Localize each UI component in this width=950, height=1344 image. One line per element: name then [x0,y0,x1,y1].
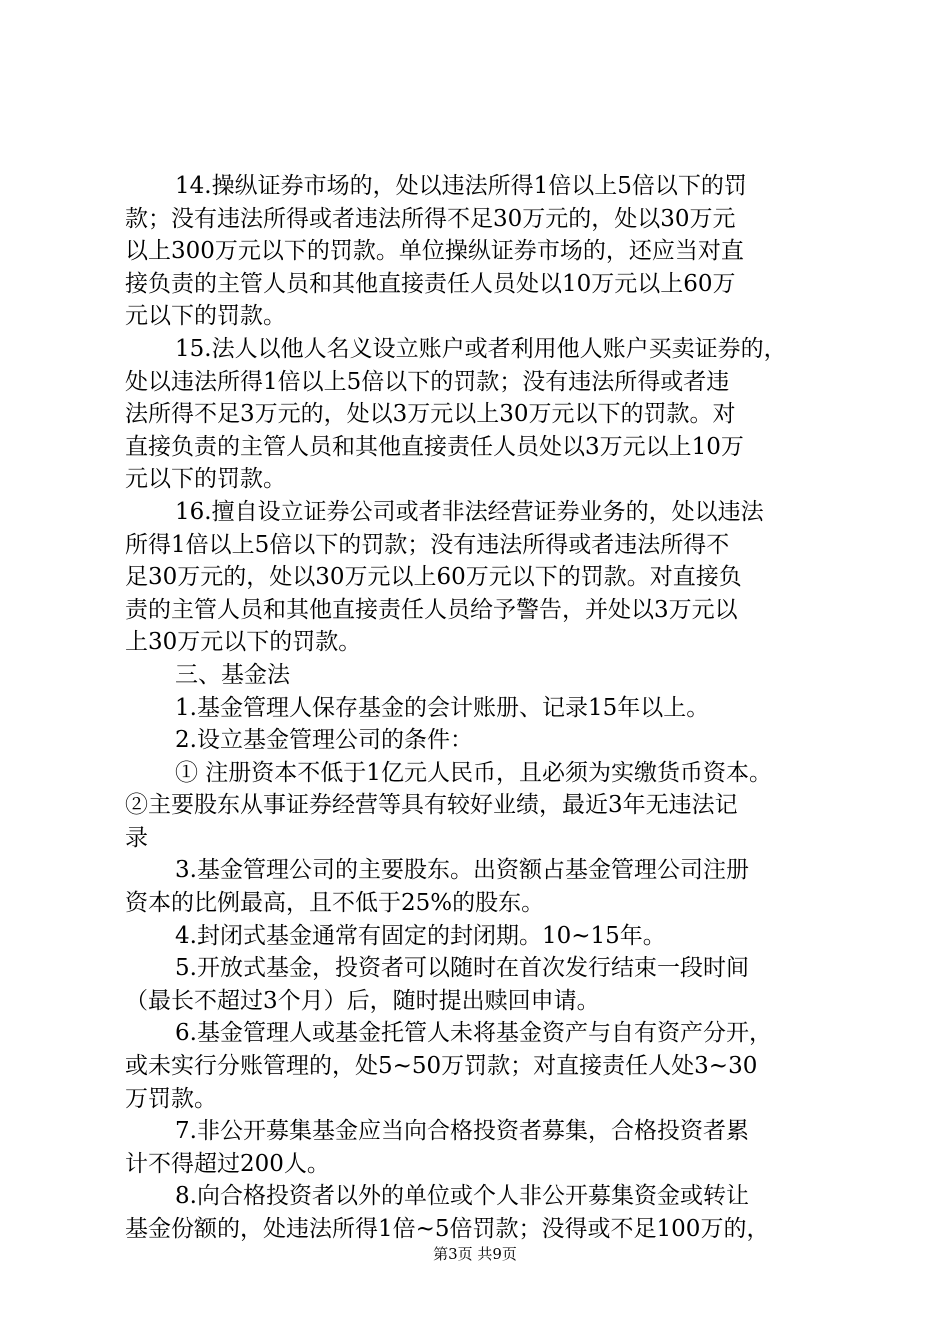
text-line: 8.向合格投资者以外的单位或个人非公开募集资金或转让 [175,1183,749,1210]
text-line: 14.操纵证券市场的，处以违法所得1倍以上5倍以下的罚 [175,173,747,199]
text-line: （最长不超过3个月）后，随时提出赎回申请。 [125,987,600,1014]
text-line: 法所得不足3万元的，处以3万元以上30万元以下的罚款。对 [125,401,736,428]
text-line: 基金份额的，处违法所得1倍~5倍罚款；没得或不足100万的， [125,1216,770,1242]
text-line: 元以下的罚款。 [125,303,286,330]
text-line: 或未实行分账管理的，处5~50万罚款；对直接责任人处3~30 [125,1053,758,1080]
text-line: 3.基金管理公司的主要股东。出资额占基金管理公司注册 [175,857,749,884]
text-line: 上30万元以下的罚款。 [125,629,362,656]
section-heading: 三、基金法 [175,661,290,688]
text-line: 责的主管人员和其他直接责任人员给予警告，并处以3万元以 [125,596,738,623]
body-text [125,170,845,1246]
text-line: 计不得超过200人。 [125,1150,330,1177]
text-line: 所得1倍以上5倍以下的罚款；没有违法所得或者违法所得不 [125,531,730,558]
text-line: 15.法人以他人名义设立账户或者利用他人账户买卖证券的， [175,335,787,362]
text-line: 5.开放式基金，投资者可以随时在首次发行结束一段时间 [175,955,749,982]
text-line: 接负责的主管人员和其他直接责任人员处以10万元以上60万 [125,270,736,297]
text-line: 万罚款。 [125,1085,217,1112]
text-line: 资本的比例最高，且不低于25%的股东。 [125,890,545,917]
text-line: 元以下的罚款。 [125,466,286,493]
page-number-footer: 第3页 共9页 [433,1245,517,1263]
text-line: 录 [125,824,148,851]
text-line: 1.基金管理人保存基金的会计账册、记录15年以上。 [175,694,710,721]
text-line: 足30万元的，处以30万元以上60万元以下的罚款。对直接负 [125,564,742,591]
text-line: 以上300万元以下的罚款。单位操纵证券市场的，还应当对直 [125,238,744,265]
text-line: 7.非公开募集基金应当向合格投资者募集，合格投资者累 [175,1118,749,1145]
text-line: 款；没有违法所得或者违法所得不足30万元的，处以30万元 [125,205,736,232]
text-line: ① 注册资本不低于1亿元人民币，且必须为实缴货币资本。 [175,759,772,786]
text-line: 直接负责的主管人员和其他直接责任人员处以3万元以上10万 [125,433,744,460]
text-line: 4.封闭式基金通常有固定的封闭期。10~15年。 [175,922,666,949]
text-line: 6.基金管理人或基金托管人未将基金资产与自有资产分开， [175,1020,772,1047]
text-line: 2.设立基金管理公司的条件： [175,727,473,754]
text-line: 16.擅自设立证券公司或者非法经营证券业务的，处以违法 [175,498,764,525]
text-line: 处以违法所得1倍以上5倍以下的罚款；没有违法所得或者违 [125,368,730,395]
text-line: ②主要股东从事证券经营等具有较好业绩，最近3年无违法记 [125,792,738,819]
